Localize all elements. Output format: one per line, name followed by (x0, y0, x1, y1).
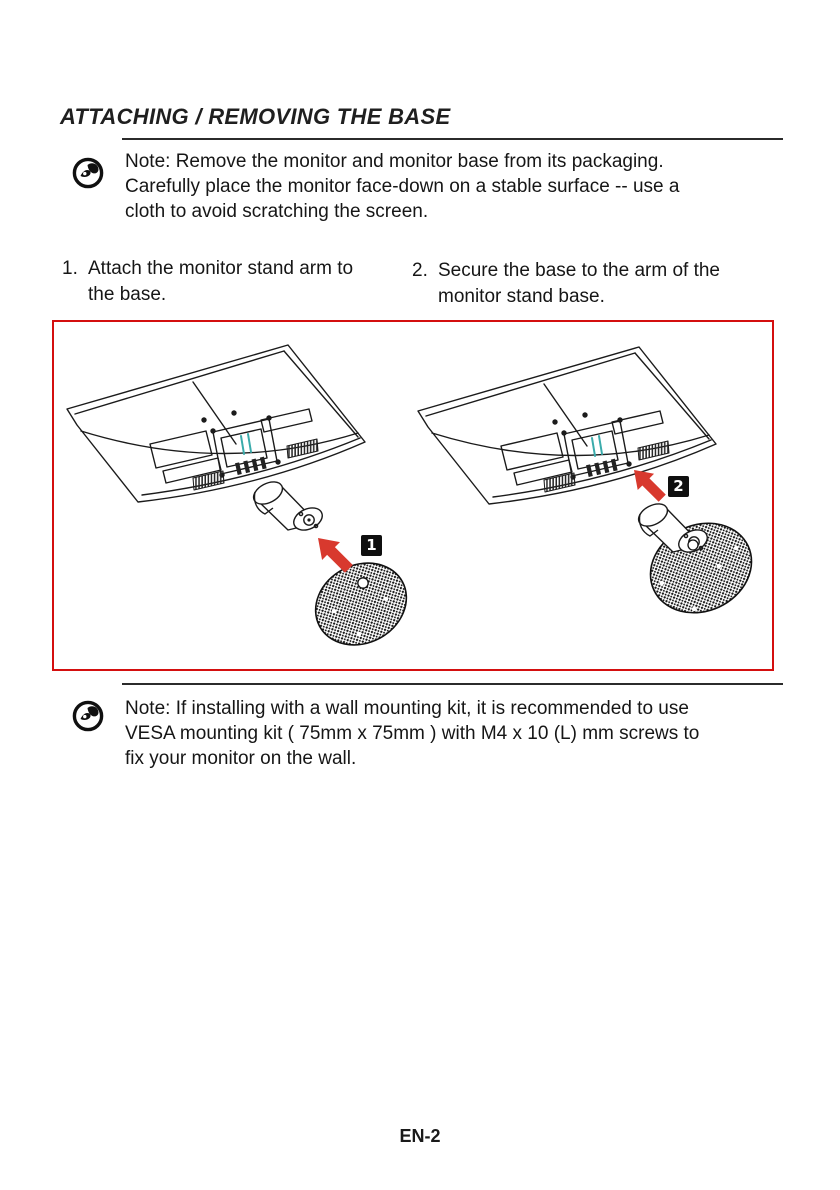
step-1 (62, 256, 353, 307)
step-2-text: Secure the base to the arm of the monitor stand base. (438, 260, 721, 307)
acer-swirl-note-icon (71, 156, 105, 190)
step-2-number: 2. (412, 260, 428, 281)
divider-bottom (122, 683, 783, 685)
step-1-text: Attach the monitor stand arm to the base. (88, 258, 354, 305)
page-title: ATTACHING / REMOVING THE BASE (60, 104, 451, 129)
note-bottom-line: VESA mounting kit ( 75mm x 75mm ) with M4 x 10 (L) mm screws to (125, 723, 700, 744)
figure-box (52, 320, 774, 671)
assembly-illustration (54, 322, 772, 669)
step-1-number: 1. (62, 258, 78, 279)
note-top-line: Note: Remove the monitor and monitor base from its packaging. (125, 151, 664, 172)
stand-arm-left (250, 477, 326, 534)
step-2-badge: 2 (668, 476, 689, 497)
note-bottom-line: fix your monitor on the wall. (125, 748, 357, 769)
page-number: EN-2 (399, 1126, 441, 1146)
note-top-line: cloth to avoid scratching the screen. (125, 201, 429, 222)
step-2 (412, 258, 720, 309)
monitor-back-left (67, 345, 365, 502)
arrow-step-2 (626, 462, 671, 507)
note-top-line: Carefully place the monitor face-down on a stable surface -- use a (125, 176, 680, 197)
note-top (125, 149, 679, 224)
divider-top (122, 138, 783, 140)
acer-swirl-note-icon (71, 699, 105, 733)
step-1-badge: 1 (361, 535, 382, 556)
note-bottom (125, 696, 699, 771)
note-bottom-line: Note: If installing with a wall mounting kit, it is recommended to use (125, 698, 689, 719)
round-base-left (301, 547, 421, 660)
